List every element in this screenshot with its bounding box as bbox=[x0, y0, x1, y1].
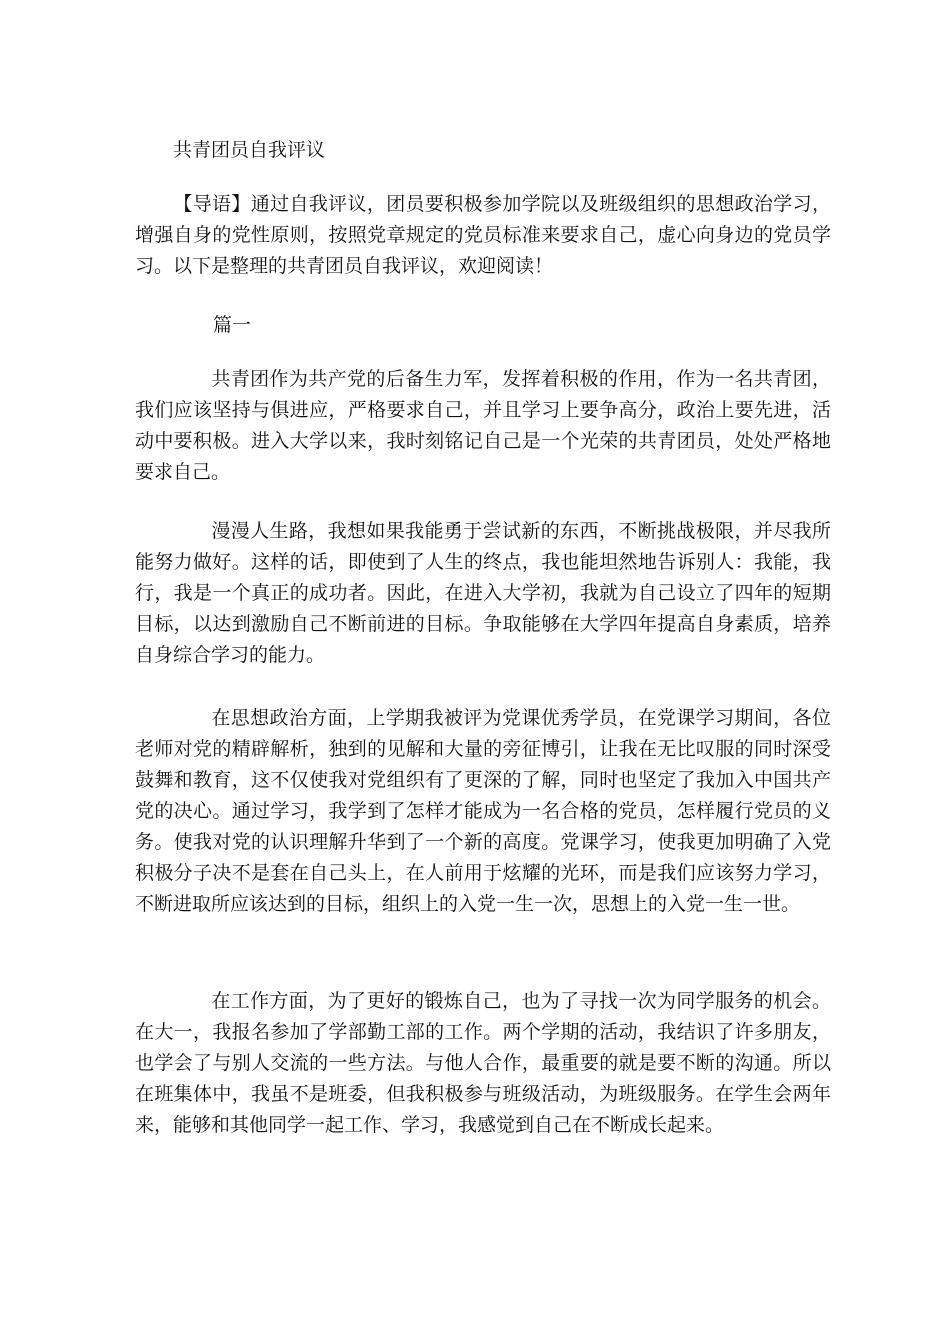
paragraph-text: 共青团作为共产党的后备生力军，发挥着积极的作用，作为一名共青团，我们应该坚持与俱进应，严格要求自己，并且学习上要争高分，政治上要先进，活动中要积极。进入大学以来，我时刻铭记自己是一个光荣的共青团员，处处严格地要求自己。 bbox=[135, 368, 831, 483]
body-paragraph-4 bbox=[135, 986, 831, 1141]
paragraph-text: 漫漫人生路，我想如果我能勇于尝试新的东西，不断挑战极限，并尽我所能努力做好。这样的话，即使到了人生的终点，我也能坦然地告诉别人：我能，我行，我是一个真正的成功者。因此，在进入大学初，我就为自己设立了四年的短期目标，以达到激励自己不断前进的目标。争取能够在大学四年提高自身素质，培养自身综合学习的能力。 bbox=[135, 520, 831, 666]
intro-text: 【导语】通过自我评议，团员要积极参加学院以及班级组织的思想政治学习，增强自身的党性原则，按照党章规定的党员标准来要求自己，虚心向身边的党员学习。以下是整理的共青团员自我评议，欢迎阅读！ bbox=[135, 193, 831, 277]
paragraph-text: 在工作方面，为了更好的锻炼自己，也为了寻找一次为同学服务的机会。在大一，我报名参加了学部勤工部的工作。两个学期的活动，我结识了许多朋友，也学会了与别人交流的一些方法。与他人合作，最重要的就是要不断的沟通。所以在班集体中，我虽不是班委，但我积极参与班级活动，为班级服务。在学生会两年来，能够和其他同学一起工作、学习，我感觉到自己在不断成长起来。 bbox=[135, 990, 831, 1136]
section-heading: 篇一 bbox=[213, 314, 252, 336]
body-paragraph-3 bbox=[135, 703, 831, 920]
paragraph-text: 在思想政治方面，上学期我被评为党课优秀学员，在党课学习期间，各位老师对党的精辟解析，独到的见解和大量的旁征博引，让我在无比叹服的同时深受鼓舞和教育，这不仅使我对党组织有了更深的了解，同时也坚定了我加入中国共产党的决心。通过学习，我学到了怎样才能成为一名合格的党员，怎样履行党员的义务。使我对党的认识理解升华到了一个新的高度。党课学习，使我更加明确了入党积极分子决不是套在自己头上，在人前用于炫耀的光环，而是我们应该努力学习，不断进取所应该达到的目标，组织上的入党一生一次，思想上的入党一生一世。 bbox=[135, 707, 831, 915]
body-paragraph-1 bbox=[135, 364, 831, 488]
intro-paragraph bbox=[135, 189, 831, 282]
document-title: 共青团员自我评议 bbox=[173, 139, 326, 161]
body-paragraph-2 bbox=[135, 516, 831, 671]
